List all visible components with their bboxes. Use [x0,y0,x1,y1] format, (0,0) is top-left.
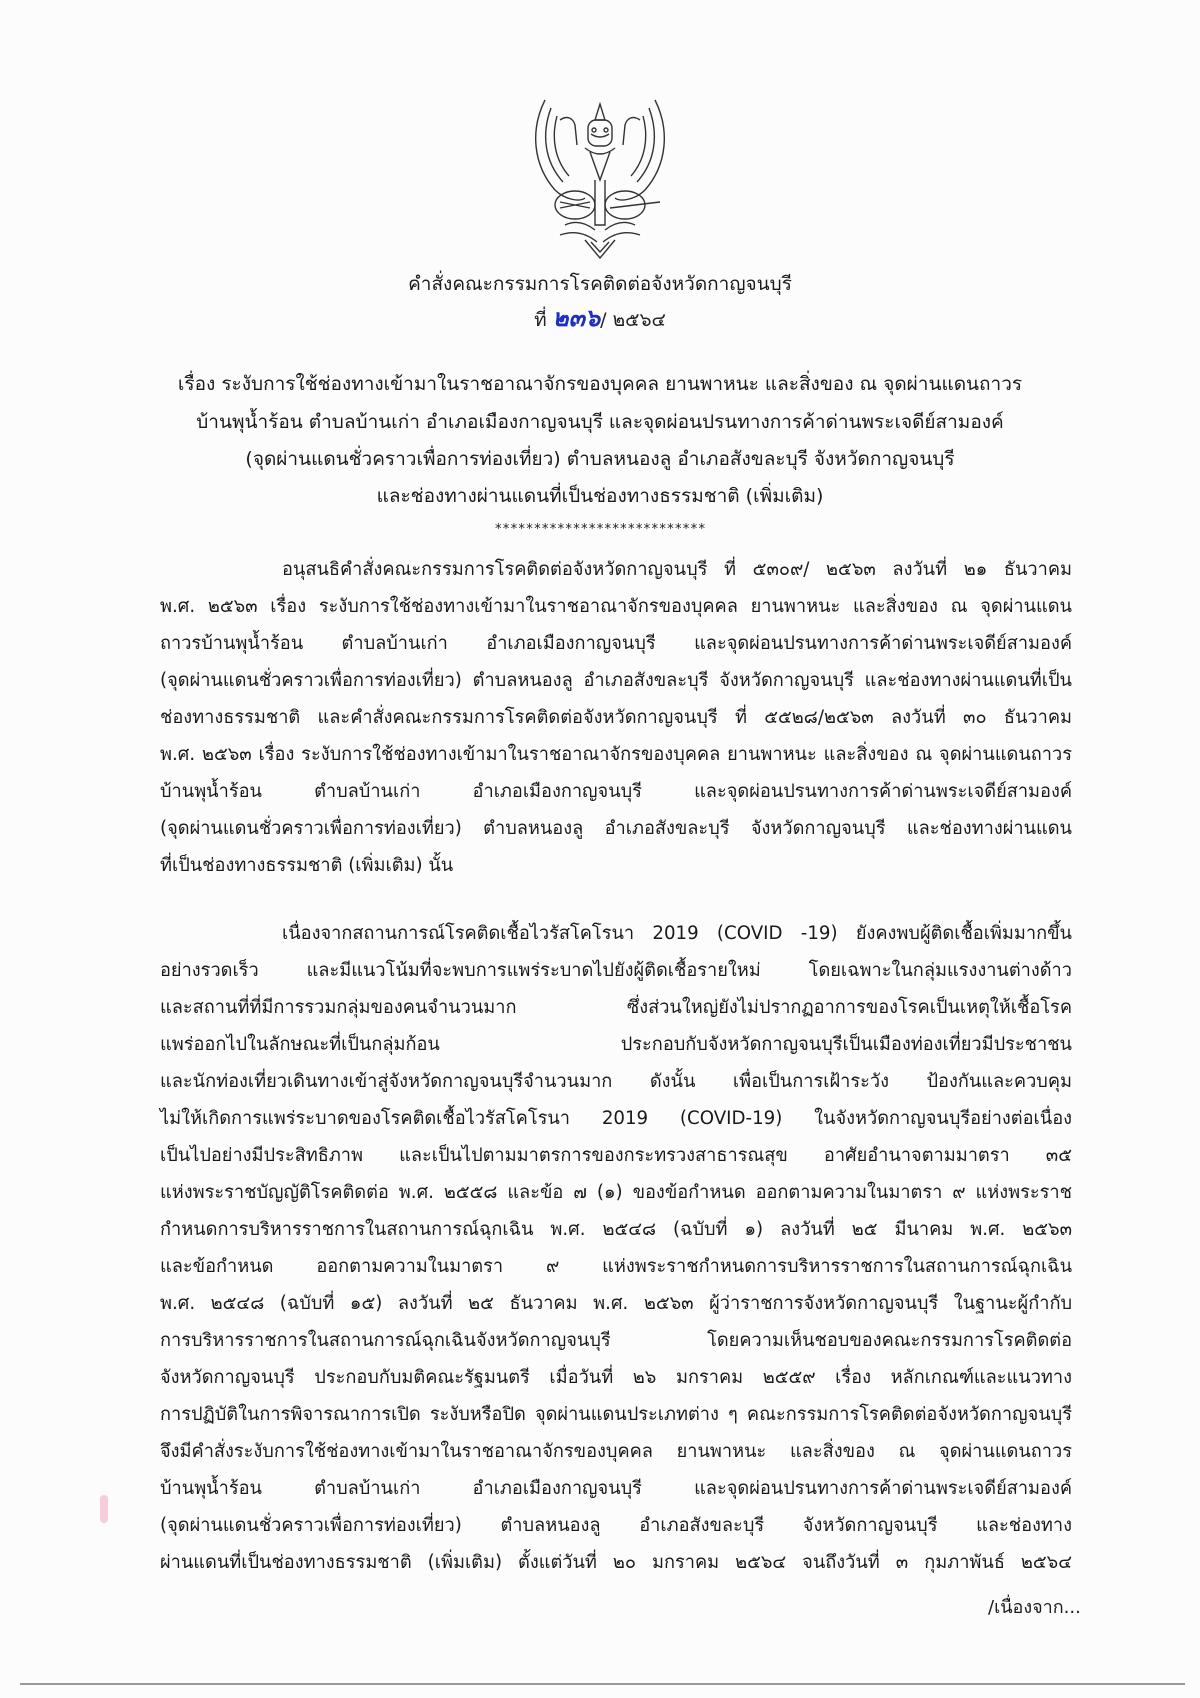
paragraph-line: อนุสนธิคำสั่งคณะกรรมการโรคติดต่อจังหวัดกาญจนบุรี ที่ ๕๓๐๙/ ๒๕๖๓ ลงวันที่ ๒๑ ธันวาคม [282,559,1072,580]
paragraph-line: และข้อกำหนด ออกตามความในมาตรา ๙ แห่งพระราชกำหนดการบริหารราชการในสถานการณ์ฉุกเฉิน [160,1256,1072,1277]
paragraph-line: (จุดผ่านแดนชั่วคราวเพื่อการท่องเที่ยว) ตำบลหนองลู อำเภอสังขละบุรี จังหวัดกาญจนบุรี และช่องทาง [160,1515,1072,1536]
paragraph-line: กำหนดการบริหารราชการในสถานการณ์ฉุกเฉิน พ.ศ. ๒๕๔๘ (ฉบับที่ ๑) ลงวันที่ ๒๕ มีนาคม พ.ศ. ๒๕๖๓ [160,1219,1072,1240]
subject-line: บ้านพุน้ำร้อน ตำบลบ้านเก่า อำเภอเมืองกาญจนบุรี และจุดผ่อนปรนทางการค้าด่านพระเจดีย์สามองค์ [196,411,1004,433]
paragraph-line: ผ่านแดนที่เป็นช่องทางธรรมชาติ (เพิ่มเติม) ตั้งแต่วันที่ ๒๐ มกราคม ๒๕๖๔ จนถึงวันที่ ๓ กุมภาพันธ์ ๒๕๖๔ [160,1552,1072,1573]
paragraph-line: ไม่ให้เกิดการแพร่ระบาดของโรคติดเชื้อไวรัสโคโรนา 2019 (COVID-19) ในจังหวัดกาญจนบุรีอย่างต่อเนื่อง [160,1108,1072,1129]
paragraph-line: ช่องทางธรรมชาติ และคำสั่งคณะกรรมการโรคติดต่อจังหวัดกาญจนบุรี ที่ ๕๕๒๘/๒๕๖๓ ลงวันที่ ๓๐ ธันวาคม [160,707,1072,728]
paragraph-line: และสถานที่ที่มีการรวมกลุ่มของคนจำนวนมาก ซึ่งส่วนใหญ่ยังไม่ปรากฏอาการของโรคเป็นเหตุให้เชื้อโรค [160,997,1072,1018]
subject-line: (จุดผ่านแดนชั่วคราวเพื่อการท่องเที่ยว) ตำบลหนองลู อำเภอสังขละบุรี จังหวัดกาญจนบุรี [245,448,955,470]
paragraph-line: บ้านพุน้ำร้อน ตำบลบ้านเก่า อำเภอเมืองกาญจนบุรี และจุดผ่อนปรนทางการค้าด่านพระเจดีย์สามองค์ [160,781,1072,802]
paragraph-line: การปฏิบัติในการพิจารณาการเปิด ระงับหรือปิด จุดผ่านแดนประเภทต่าง ๆ คณะกรรมการโรคติดต่อจังหวัดกาญจนบุรี [160,1404,1072,1425]
paragraph-line: (จุดผ่านแดนชั่วคราวเพื่อการท่องเที่ยว) ตำบลหนองลู อำเภอสังขละบุรี จังหวัดกาญจนบุรี และช่องทางผ่านแดนที่เป็น [160,670,1072,691]
paragraph-line: พ.ศ. ๒๕๖๓ เรื่อง ระงับการใช้ช่องทางเข้ามาในราชอาณาจักรของบุคคล ยานพาหนะ และสิ่งของ ณ จุดผ่านแดน [160,596,1072,617]
ink-stain [100,1495,108,1523]
page-edge-line [20,1683,1185,1685]
separator: *************************** [494,522,706,537]
handwritten-order-number: ๒๓๖ [552,303,601,332]
order-year: / ๒๕๖๔ [600,309,666,331]
paragraph-line: อย่างรวดเร็ว และมีแนวโน้มที่จะพบการแพร่ระบาดไปยังผู้ติดเชื้อรายใหม่ โดยเฉพาะในกลุ่มแรงงานต่างด้าว [160,960,1072,981]
order-number [0,303,1200,332]
paragraph-line: เนื่องจากสถานการณ์โรคติดเชื้อไวรัสโคโรนา 2019 (COVID -19) ยังคงพบผู้ติดเชื้อเพิ่มมากขึ้น [282,923,1072,944]
paragraph-line: เป็นไปอย่างมีประสิทธิภาพ และเป็นไปตามมาตรการของกระทรวงสาธารณสุข อาศัยอำนาจตามมาตรา ๓๕ [160,1145,1072,1166]
paragraph-line: จังหวัดกาญจนบุรี ประกอบกับมติคณะรัฐมนตรี เมื่อวันที่ ๒๖ มกราคม ๒๕๕๙ เรื่อง หลักเกณฑ์และแนวทาง [160,1367,1072,1388]
continued-marker: /เนื่องจาก... [988,1597,1081,1618]
paragraph-line: จึงมีคำสั่งระงับการใช้ช่องทางเข้ามาในราชอาณาจักรของบุคคล ยานพาหนะ และสิ่งของ ณ จุดผ่านแดนถาวร [160,1441,1072,1462]
issuer-title: คำสั่งคณะกรรมการโรคติดต่อจังหวัดกาญจนบุรี [408,273,792,295]
subject-line: เรื่อง ระงับการใช้ช่องทางเข้ามาในราชอาณาจักรของบุคคล ยานพาหนะ และสิ่งของ ณ จุดผ่านแดนถาวร [177,373,1023,395]
paragraph-line: และนักท่องเที่ยวเดินทางเข้าสู่จังหวัดกาญจนบุรีจำนวนมาก ดังนั้น เพื่อเป็นการเฝ้าระวัง ป้องกันและควบคุม [160,1071,1072,1092]
paragraph-line: (จุดผ่านแดนชั่วคราวเพื่อการท่องเที่ยว) ตำบลหนองลู อำเภอสังขละบุรี จังหวัดกาญจนบุรี และช่องทางผ่านแดน [160,818,1072,839]
paragraph-line: พ.ศ. ๒๕๔๘ (ฉบับที่ ๑๕) ลงวันที่ ๒๕ ธันวาคม พ.ศ. ๒๕๖๓ ผู้ว่าราชการจังหวัดกาญจนบุรี ในฐานะผู้กำกับ [160,1293,1072,1314]
paragraph-line: พ.ศ. ๒๕๖๓ เรื่อง ระงับการใช้ช่องทางเข้ามาในราชอาณาจักรของบุคคล ยานพาหนะ และสิ่งของ ณ จุดผ่านแดนถาวร [160,744,1072,765]
paragraph-line: การบริหารราชการในสถานการณ์ฉุกเฉินจังหวัดกาญจนบุรี โดยความเห็นชอบของคณะกรรมการโรคติดต่อ [160,1330,1072,1351]
order-prefix: ที่ [534,309,547,331]
paragraph-line: บ้านพุน้ำร้อน ตำบลบ้านเก่า อำเภอเมืองกาญจนบุรี และจุดผ่อนปรนทางการค้าด่านพระเจดีย์สามองค์ [160,1478,1072,1499]
paragraph-line: ถาวรบ้านพุน้ำร้อน ตำบลบ้านเก่า อำเภอเมืองกาญจนบุรี และจุดผ่อนปรนทางการค้าด่านพระเจดีย์สามองค์ [160,633,1072,654]
paragraph-line: แพร่ออกไปในลักษณะที่เป็นกลุ่มก้อน ประกอบกับจังหวัดกาญจนบุรีเป็นเมืองท่องเที่ยวมีประชาชน [160,1034,1072,1055]
garuda-emblem-icon [525,90,675,260]
subject-line: และช่องทางผ่านแดนที่เป็นช่องทางธรรมชาติ (เพิ่มเติม) [376,485,824,507]
paragraph-line: ที่เป็นช่องทางธรรมชาติ (เพิ่มเติม) นั้น [160,855,454,876]
paragraph-line: แห่งพระราชบัญญัติโรคติดต่อ พ.ศ. ๒๕๕๘ และข้อ ๗ (๑) ของข้อกำหนด ออกตามความในมาตรา ๙ แห่งพระราช [160,1182,1072,1203]
